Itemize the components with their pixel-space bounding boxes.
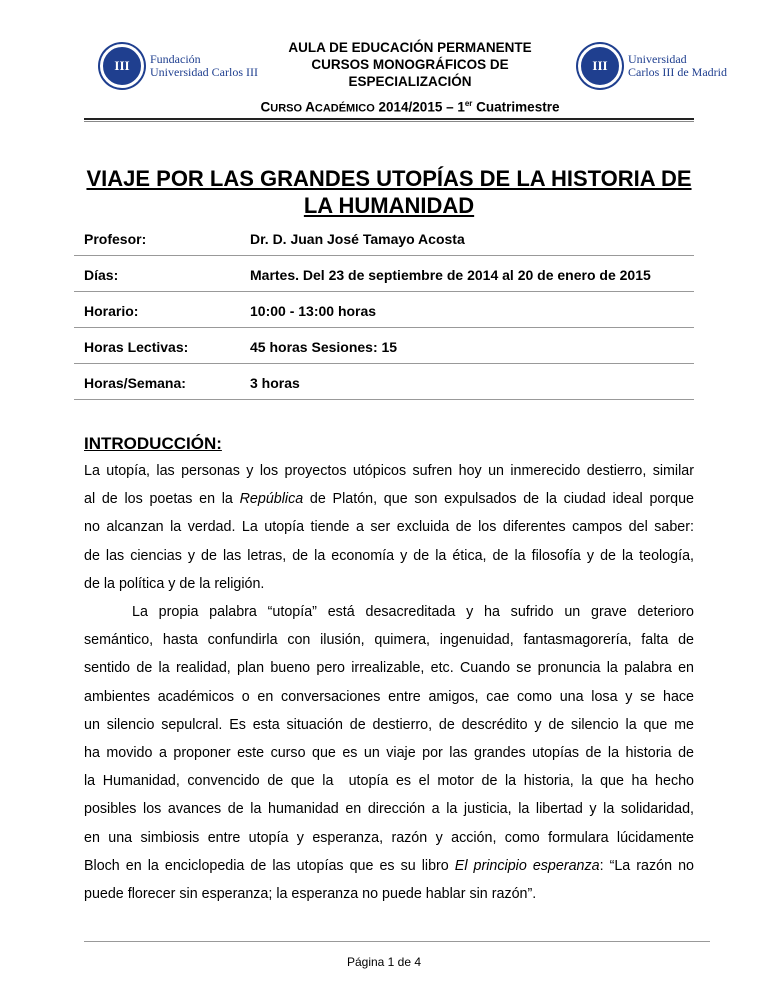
logo-text: Fundación <box>150 52 201 66</box>
info-value: 45 horas Sesiones: 15 <box>250 339 398 355</box>
text-line <box>84 683 694 711</box>
text-segment: : “La razón no <box>599 857 694 874</box>
footer-rule <box>84 941 710 942</box>
text-line <box>84 457 694 485</box>
text-line <box>84 542 694 570</box>
text-segment: ambientes académicos o en conversaciones entre amigos, cae como una losa y se hace <box>84 688 694 705</box>
text-line <box>84 767 694 795</box>
course-year: CURSO ACADÉMICO 2014/2015 – 1er Cuatrimestre <box>260 99 560 115</box>
text-segment: sentido de la realidad, plan bueno pero irrealizable, etc. Cuando se pronuncia la palabra en <box>84 660 694 677</box>
info-label: Horario: <box>84 303 139 319</box>
text-line <box>84 570 694 598</box>
text-segment: al de los poetas en la <box>84 491 240 508</box>
text-segment: La utopía, las personas y los proyectos utópicos sufren hoy un inmerecido destierro, similar <box>84 463 694 479</box>
text-segment: la Humanidad, convencido de que la utopía es el motor de la historia, la que ha hecho <box>84 773 694 790</box>
text-segment: puede florecer sin esperanza; la esperanza no puede hablar sin razón”. <box>84 886 537 903</box>
text-segment: no alcanzan la verdad. La utopía tiende a ser excluida de los diferentes campos del saber: <box>84 519 694 536</box>
info-value: 10:00 - 13:00 horas <box>250 303 377 319</box>
header-line: AULA DE EDUCACIÓN PERMANENTE <box>288 40 532 55</box>
text-segment: un silencio sepulcral. Es esta situación de destierro, de descrédito y de silencio la que me <box>84 716 694 733</box>
text-segment: en una simbiosis entre utopía y esperanza, razón y acción, como formulara lúcidamente <box>84 829 694 846</box>
header-line: ESPECIALIZACIÓN <box>348 74 472 89</box>
text-line <box>84 711 694 739</box>
italic-title: El principio esperanza <box>454 857 600 874</box>
introduction-text <box>84 457 694 908</box>
info-label: Horas/Semana: <box>84 375 186 391</box>
logo-text: Carlos III de Madrid <box>628 65 727 79</box>
italic-title: República <box>239 491 304 508</box>
uc3m-seal-icon: III <box>100 44 144 88</box>
text-line <box>84 852 694 880</box>
text-segment: Bloch en la enciclopedia de las utopías que es su libro <box>84 857 455 874</box>
text-segment: La propia palabra “utopía” está desacreditada y ha sufrido un grave deterioro <box>132 604 694 621</box>
uc3m-logo <box>578 44 727 88</box>
text-line <box>84 598 694 626</box>
text-segment: semántico, hasta confundirla con ilusión, quimera, ingenuidad, fantasmagorería, falta de <box>84 632 694 649</box>
info-label: Días: <box>84 267 119 283</box>
info-value: 3 horas <box>250 375 300 391</box>
logo-text: Universidad Carlos III <box>150 65 258 79</box>
text-segment: de las ciencias y de las letras, de la economía y de la ética, de la filosofía y de la teología, <box>84 547 694 564</box>
uc3m-seal-icon: III <box>578 44 622 88</box>
text-segment: ha movido a proponer este curso que es un viaje por las grandes utopías de la historia de <box>84 745 694 762</box>
text-line <box>84 795 694 823</box>
text-line <box>84 626 694 654</box>
info-value: Dr. D. Juan José Tamayo Acosta <box>250 231 465 247</box>
document-header <box>230 39 590 115</box>
text-line <box>84 739 694 767</box>
section-heading: INTRODUCCIÓN: <box>84 434 222 453</box>
info-row <box>74 220 694 256</box>
text-line <box>84 880 694 908</box>
info-value: Martes. Del 23 de septiembre de 2014 al 20 de enero de 2015 <box>250 267 651 283</box>
logo-text: Universidad <box>628 52 687 66</box>
page-number: Página 1 de 4 <box>346 955 422 969</box>
text-segment: de Platón, que son expulsados de la ciudad ideal porque <box>303 491 694 508</box>
text-line <box>84 513 694 541</box>
text-line <box>84 654 694 682</box>
info-row <box>74 256 694 292</box>
text-line <box>84 485 694 513</box>
header-line: CURSOS MONOGRÁFICOS DE <box>311 57 509 72</box>
text-segment: posibles los avances de la humanidad en dirección a la justicia, la libertad y la solidaridad, <box>84 801 694 818</box>
info-label: Horas Lectivas: <box>84 339 189 355</box>
info-row <box>74 292 694 328</box>
info-row <box>74 364 694 400</box>
text-segment: de la política y de la religión. <box>84 575 265 592</box>
text-line <box>84 824 694 852</box>
course-title: VIAJE POR LAS GRANDES UTOPÍAS DE LA HISTORIA DE LA HUMANIDAD <box>86 166 692 218</box>
info-label: Profesor: <box>84 231 147 247</box>
info-row <box>74 328 694 364</box>
header-rule <box>84 118 694 122</box>
